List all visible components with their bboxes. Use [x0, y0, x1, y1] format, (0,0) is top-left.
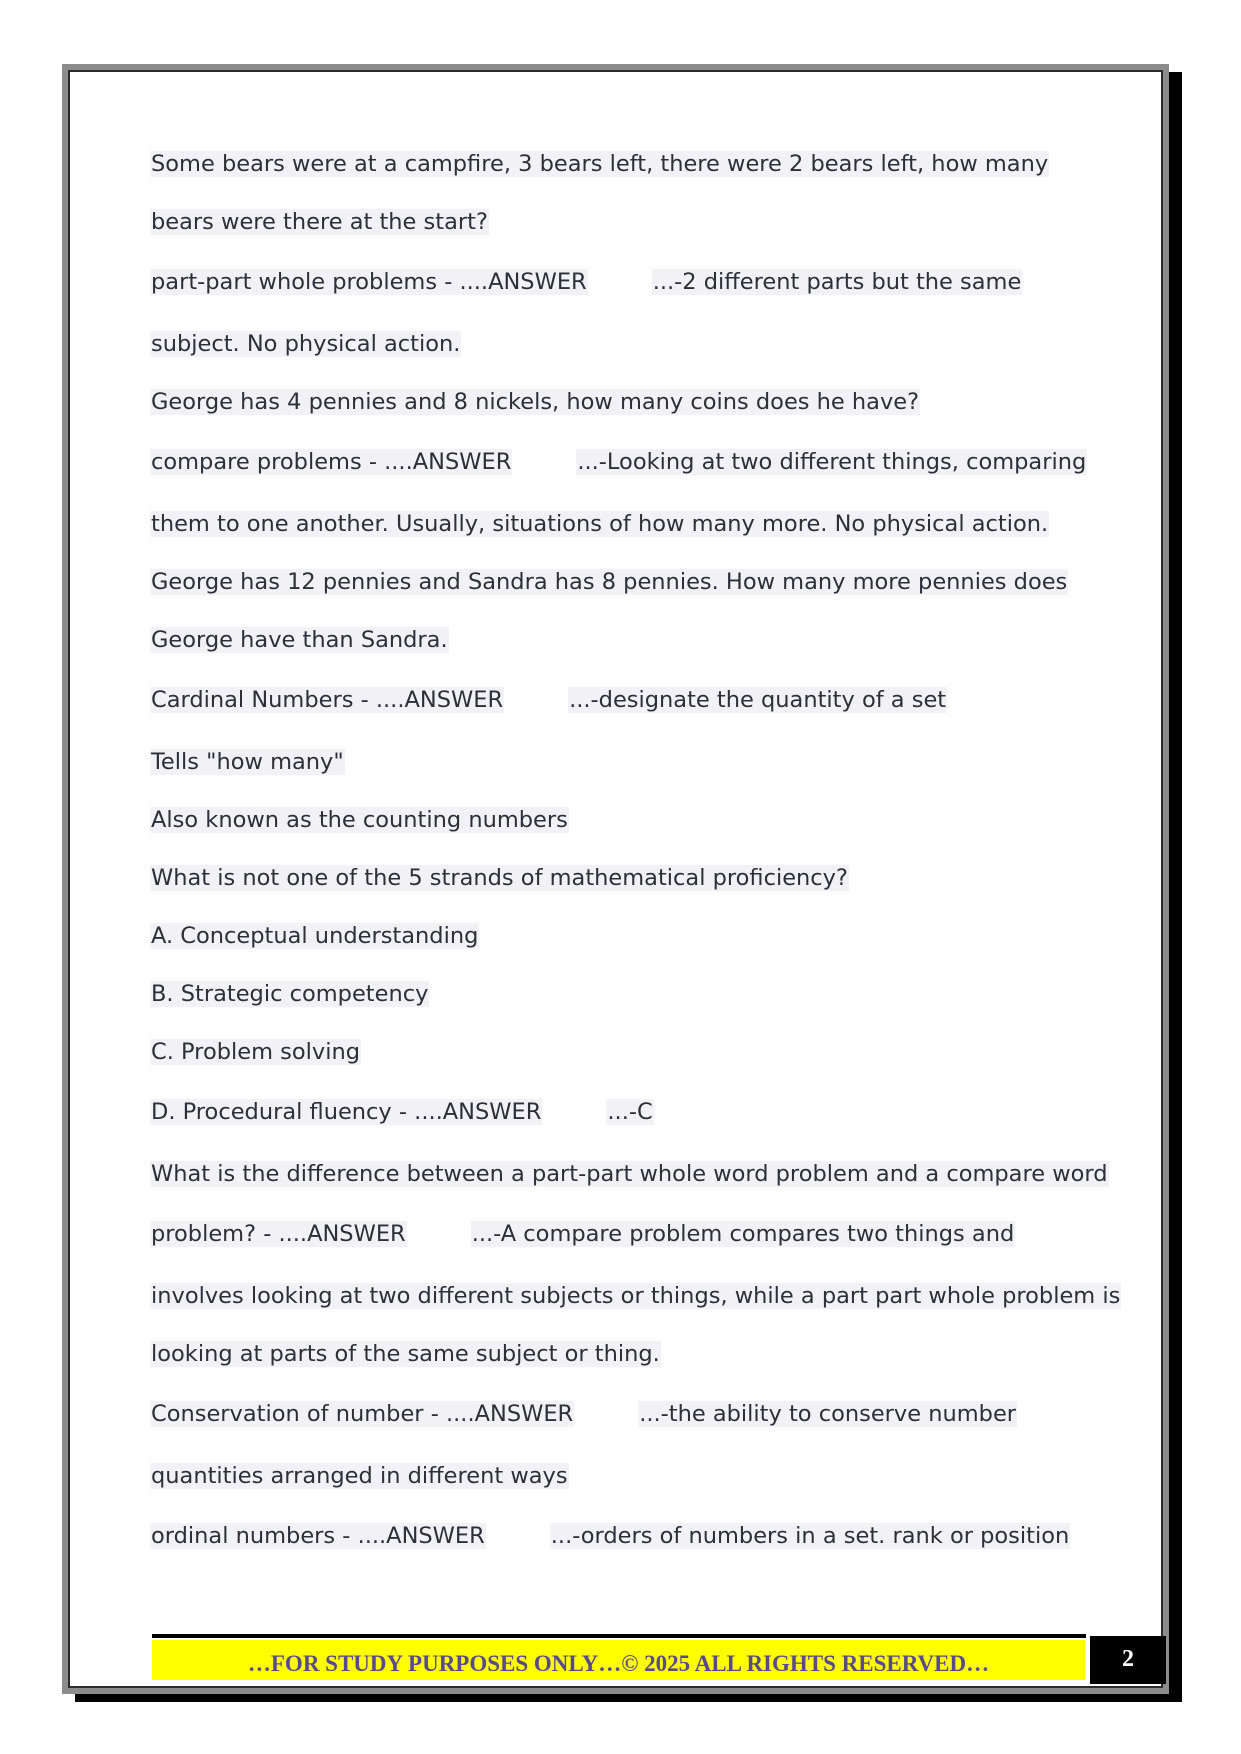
line-text: George has 12 pennies and Sandra has 8 pennies. How many more pennies does — [151, 569, 1068, 595]
line-text: bears were there at the start? — [151, 209, 488, 235]
question-label: compare problems - ....ANSWER — [151, 449, 512, 475]
text-line — [150, 328, 461, 360]
qa-line — [150, 684, 947, 716]
text-line — [150, 978, 429, 1010]
answer-text: ...-Looking at two different things, comparing — [577, 449, 1087, 475]
line-text: Also known as the counting numbers — [151, 807, 568, 833]
answer-text: ...-designate the quantity of a set — [569, 687, 947, 713]
line-text: involves looking at two different subjects or things, while a part part whole problem is — [151, 1283, 1121, 1309]
text-line — [150, 508, 1049, 540]
text-line — [150, 804, 569, 836]
line-text: A. Conceptual understanding — [151, 923, 479, 949]
text-line — [150, 1280, 1121, 1312]
question-label: D. Procedural fluency - ....ANSWER — [151, 1099, 542, 1125]
line-text: Some bears were at a campfire, 3 bears left, there were 2 bears left, how many — [151, 151, 1049, 177]
line-text: quantities arranged in different ways — [151, 1463, 568, 1489]
answer-text: ...-orders of numbers in a set. rank or position — [550, 1523, 1070, 1549]
text-line — [150, 386, 920, 418]
line-text: C. Problem solving — [151, 1039, 361, 1065]
line-text: George has 4 pennies and 8 nickels, how many coins does he have? — [151, 389, 920, 415]
footer-rule — [152, 1634, 1086, 1638]
text-line — [150, 206, 489, 238]
answer-text: ...-C — [607, 1099, 653, 1125]
qa-line — [150, 1520, 1070, 1552]
text-line — [150, 1158, 1109, 1190]
line-text: them to one another. Usually, situations of how many more. No physical action. — [151, 511, 1049, 537]
text-line — [150, 148, 1049, 180]
text-line — [150, 920, 479, 952]
answer-text: ...-2 different parts but the same — [652, 269, 1022, 295]
question-label: problem? - ....ANSWER — [151, 1221, 406, 1247]
text-line — [150, 1036, 361, 1068]
question-label: part-part whole problems - ....ANSWER — [151, 269, 587, 295]
text-line — [150, 1338, 661, 1370]
line-text: Tells "how many" — [151, 749, 344, 775]
qa-line — [150, 446, 1087, 478]
question-label: ordinal numbers - ....ANSWER — [151, 1523, 485, 1549]
line-text: What is the difference between a part-part whole word problem and a compare word — [151, 1161, 1108, 1187]
question-label: Cardinal Numbers - ....ANSWER — [151, 687, 504, 713]
text-line — [150, 1460, 569, 1492]
qa-line — [150, 1398, 1017, 1430]
text-line — [150, 862, 849, 894]
page-number: 2 — [1090, 1636, 1166, 1684]
question-label: Conservation of number - ....ANSWER — [151, 1401, 574, 1427]
answer-text: ...-the ability to conserve number — [639, 1401, 1017, 1427]
text-line — [150, 566, 1068, 598]
footer-notice: …FOR STUDY PURPOSES ONLY…© 2025 ALL RIGHTS RESERVED… — [152, 1640, 1085, 1680]
line-text: What is not one of the 5 strands of mathematical proficiency? — [151, 865, 848, 891]
qa-line — [150, 1218, 1015, 1250]
qa-line — [150, 266, 1022, 298]
answer-text: ...-A compare problem compares two things and — [471, 1221, 1015, 1247]
line-text: subject. No physical action. — [151, 331, 461, 357]
text-line — [150, 746, 345, 778]
line-text: looking at parts of the same subject or thing. — [151, 1341, 660, 1367]
text-line — [150, 624, 449, 656]
line-text: George have than Sandra. — [151, 627, 448, 653]
line-text: B. Strategic competency — [151, 981, 429, 1007]
qa-line — [150, 1096, 654, 1128]
